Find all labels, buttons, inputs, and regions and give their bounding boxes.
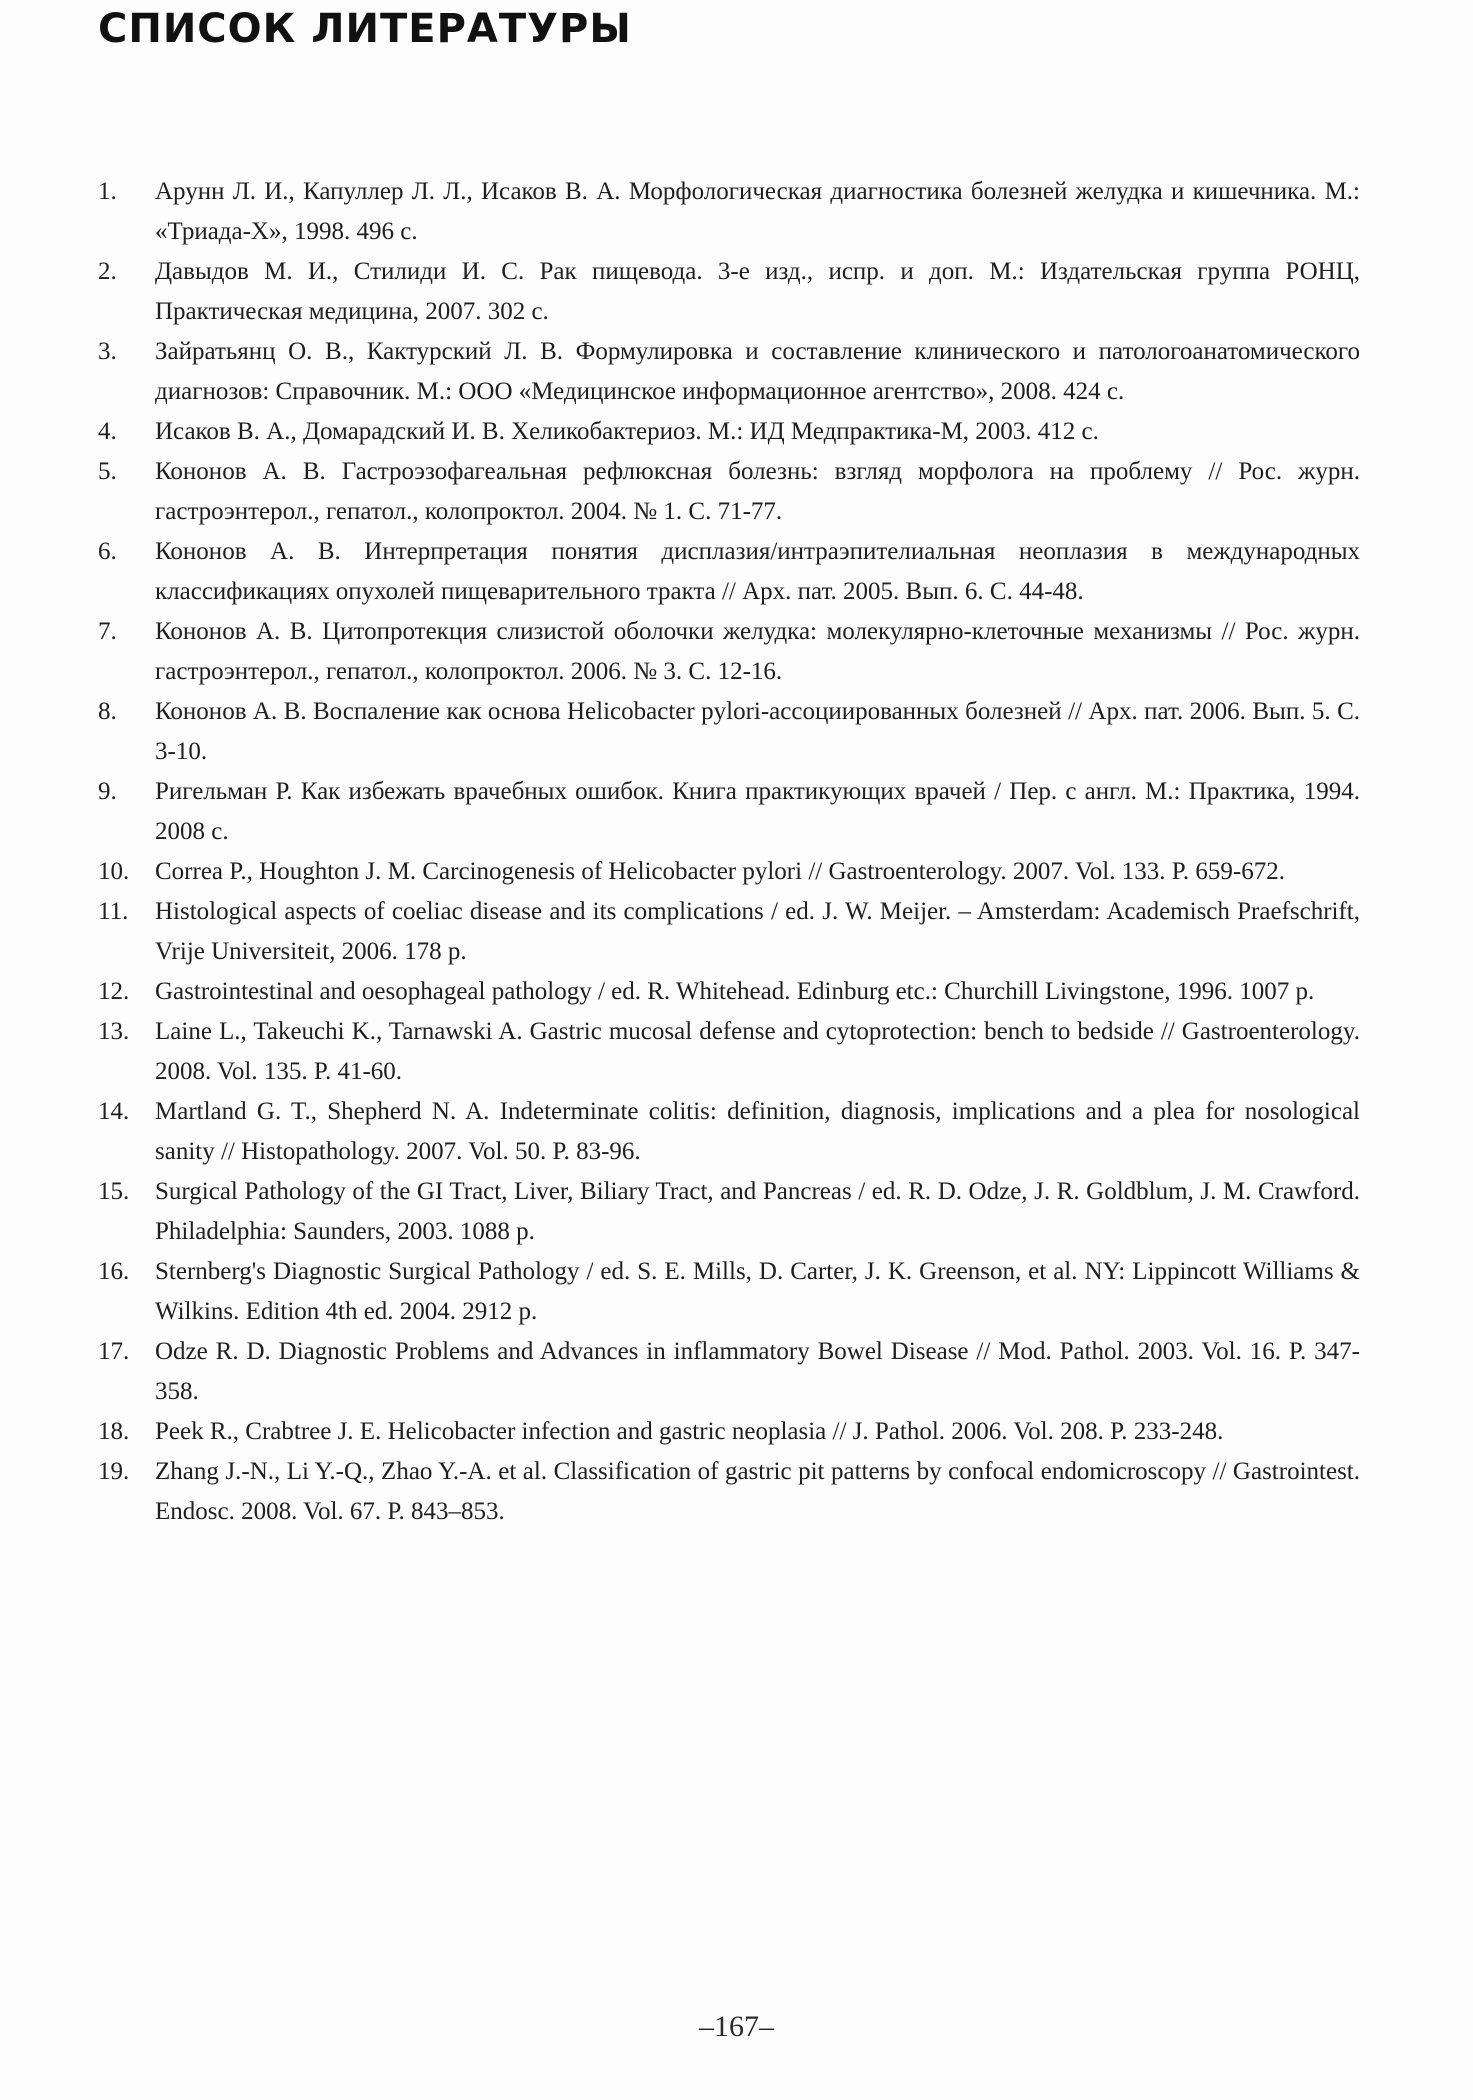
- reference-number: 12.: [98, 978, 130, 1005]
- reference-text: Давыдов М. И., Стилиди И. С. Рак пищевода. 3-е изд., испр. и доп. М.: Издательская группа РОНЦ, Практическая медицина, 2007. 302 с.: [155, 258, 1360, 325]
- reference-text: Zhang J.-N., Li Y.-Q., Zhao Y.-A. et al. Classification of gastric pit patterns by confocal endomicroscopy // Gastrointest. Endosc. 2008. Vol. 67. P. 843–853.: [155, 1458, 1360, 1525]
- page-heading: СПИСОК ЛИТЕРАТУРЫ: [98, 6, 632, 52]
- reference-item: [98, 252, 1360, 332]
- reference-number: 10.: [98, 858, 130, 885]
- reference-number: 19.: [98, 1458, 130, 1485]
- reference-item: [98, 1092, 1360, 1172]
- reference-text: Martland G. T., Shepherd N. A. Indeterminate colitis: definition, diagnosis, implications and a plea for nosological sanity // Histopathology. 2007. Vol. 50. P. 83-96.: [155, 1098, 1360, 1165]
- reference-text: Surgical Pathology of the GI Tract, Liver, Biliary Tract, and Pancreas / ed. R. D. Odze, J. R. Goldblum, J. M. Crawford. Philadelphia: Saunders, 2003. 1088 p.: [155, 1178, 1360, 1245]
- reference-text: Кононов А. В. Гастроэзофагеальная рефлюксная болезнь: взгляд морфолога на проблему // Рос. журн. гастроэнтерол., гепатол., колопроктол. 2004. № 1. С. 71-77.: [155, 458, 1360, 525]
- reference-number: 2.: [98, 258, 117, 285]
- reference-number: 6.: [98, 538, 117, 565]
- reference-number: 5.: [98, 458, 117, 485]
- reference-text: Odze R. D. Diagnostic Problems and Advances in inflammatory Bowel Disease // Mod. Pathol. 2003. Vol. 16. P. 347-358.: [155, 1338, 1360, 1405]
- reference-text: Кононов А. В. Интерпретация понятия дисплазия/интраэпителиальная неоплазия в международных классификациях опухолей пищеварительного тракта // Арх. пат. 2005. Вып. 6. С. 44-48.: [155, 538, 1360, 605]
- reference-item: [98, 412, 1360, 452]
- reference-text: Correa P., Houghton J. M. Carcinogenesis of Helicobacter pylori // Gastroenterology. 2007. Vol. 133. P. 659-672.: [155, 858, 1285, 885]
- reference-number: 13.: [98, 1018, 130, 1045]
- reference-number: 11.: [98, 898, 129, 925]
- reference-number: 17.: [98, 1338, 130, 1365]
- reference-item: [98, 1332, 1360, 1412]
- reference-number: 7.: [98, 618, 117, 645]
- reference-item: [98, 1412, 1360, 1452]
- reference-number: 8.: [98, 698, 117, 725]
- reference-number: 9.: [98, 778, 117, 805]
- reference-item: [98, 892, 1360, 972]
- reference-item: [98, 612, 1360, 692]
- reference-text: Арунн Л. И., Капуллер Л. Л., Исаков В. А. Морфологическая диагностика болезней желудка и кишечника. М.: «Триада-Х», 1998. 496 с.: [155, 178, 1360, 245]
- reference-item: [98, 852, 1360, 892]
- reference-item: [98, 332, 1360, 412]
- reference-number: 14.: [98, 1098, 130, 1125]
- reference-text: Peek R., Crabtree J. E. Helicobacter infection and gastric neoplasia // J. Pathol. 2006. Vol. 208. P. 233-248.: [155, 1418, 1224, 1445]
- reference-text: Histological aspects of coeliac disease and its complications / ed. J. W. Meijer. – Amsterdam: Academisch Praefschrift, Vrije Universiteit, 2006. 178 p.: [155, 898, 1360, 965]
- reference-text: Sternberg's Diagnostic Surgical Pathology / ed. S. E. Mills, D. Carter, J. K. Greenson, et al. NY: Lippincott Williams & Wilkins. Edition 4th ed. 2004. 2912 p.: [155, 1258, 1360, 1325]
- reference-text: Кононов А. В. Цитопротекция слизистой оболочки желудка: молекулярно-клеточные механизмы // Рос. журн. гастроэнтерол., гепатол., колопроктол. 2006. № 3. С. 12-16.: [155, 618, 1360, 685]
- reference-item: [98, 172, 1360, 252]
- reference-text: Laine L., Takeuchi K., Tarnawski A. Gastric mucosal defense and cytoprotection: bench to bedside // Gastroenterology. 2008. Vol. 135. P. 41-60.: [155, 1018, 1360, 1085]
- reference-item: [98, 1252, 1360, 1332]
- reference-number: 18.: [98, 1418, 130, 1445]
- reference-item: [98, 772, 1360, 852]
- reference-text: Gastrointestinal and oesophageal pathology / ed. R. Whitehead. Edinburg etc.: Churchill Livingstone, 1996. 1007 p.: [155, 978, 1315, 1005]
- reference-number: 1.: [98, 178, 117, 205]
- reference-item: [98, 1452, 1360, 1532]
- reference-item: [98, 532, 1360, 612]
- reference-item: [98, 1172, 1360, 1252]
- reference-text: Кононов А. В. Воспаление как основа Helicobacter pylori-ассоциированных болезней // Арх. пат. 2006. Вып. 5. С. 3-10.: [155, 698, 1360, 765]
- reference-item: [98, 972, 1360, 1012]
- reference-number: 15.: [98, 1178, 130, 1205]
- reference-item: [98, 1012, 1360, 1092]
- reference-number: 3.: [98, 338, 117, 365]
- reference-text: Ригельман Р. Как избежать врачебных ошибок. Книга практикующих врачей / Пер. с англ. М.: Практика, 1994. 2008 с.: [155, 778, 1360, 845]
- page-number: –167–: [699, 2010, 774, 2043]
- reference-text: Зайратьянц О. В., Кактурский Л. В. Формулировка и составление клинического и патологоанатомического диагнозов: Справочник. М.: ООО «Медицинское информационное агентство», 2008. 424 с.: [155, 338, 1360, 405]
- reference-number: 4.: [98, 418, 117, 445]
- reference-item: [98, 692, 1360, 772]
- reference-list: [98, 172, 1360, 1532]
- reference-number: 16.: [98, 1258, 130, 1285]
- reference-text: Исаков В. А., Домарадский И. В. Хеликобактериоз. М.: ИД Медпрактика-М, 2003. 412 с.: [155, 418, 1099, 445]
- reference-item: [98, 452, 1360, 532]
